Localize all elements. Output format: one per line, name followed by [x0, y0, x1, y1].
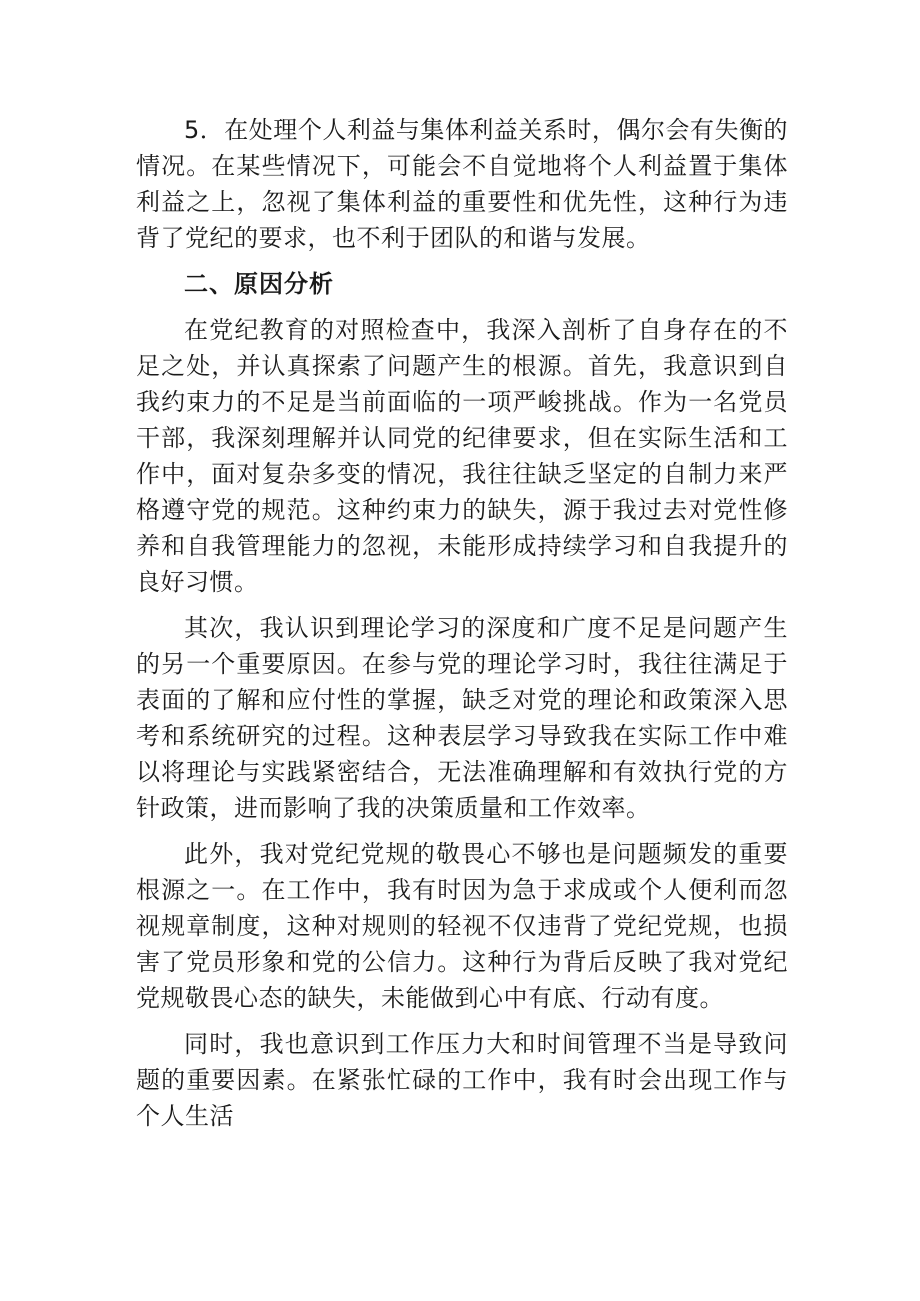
- paragraph-item-5: 5．在处理个人利益与集体利益关系时，偶尔会有失衡的情况。在某些情况下，可能会不自觉地将个人利益置于集体利益之上，忽视了集体利益的重要性和优先性，这种行为违背了党纪的要求，也不利于团队的和谐与发展。: [136, 116, 788, 252]
- section-heading: 二、原因分析: [184, 270, 334, 298]
- paragraph-self-discipline: 在党纪教育的对照检查中，我深入剖析了自身存在的不足之处，并认真探索了问题产生的根源。首先，我意识到自我约束力的不足是当前面临的一项严峻挑战。作为一名党员干部，我深刻理解并认同党的纪律要求，但在实际生活和工作中，面对复杂多变的情况，我往往缺乏坚定的自制力来严格遵守党的规范。这种约束力的缺失，源于我过去对党性修养和自我管理能力的忽视，未能形成持续学习和自我提升的良好习惯。: [136, 316, 788, 596]
- paragraph-theory-study: 其次，我认识到理论学习的深度和广度不足是问题产生的另一个重要原因。在参与党的理论学习时，我往往满足于表面的了解和应付性的掌握，缺乏对党的理论和政策深入思考和系统研究的过程。这种表层学习导致我在实际工作中难以将理论与实践紧密结合，无法准确理解和有效执行党的方针政策，进而影响了我的决策质量和工作效率。: [136, 614, 788, 822]
- paragraph-respect-rules: 此外，我对党纪党规的敬畏心不够也是问题频发的重要根源之一。在工作中，我有时因为急于求成或个人便利而忽视规章制度，这种对规则的轻视不仅违背了党纪党规，也损害了党员形象和党的公信力。这种行为背后反映了我对党纪党规敬畏心态的缺失，未能做到心中有底、行动有度。: [136, 840, 788, 1012]
- paragraph-work-pressure: 同时，我也意识到工作压力大和时间管理不当是导致问题的重要因素。在紧张忙碌的工作中，我有时会出现工作与个人生活: [136, 1030, 788, 1130]
- document-body: [136, 112, 788, 1144]
